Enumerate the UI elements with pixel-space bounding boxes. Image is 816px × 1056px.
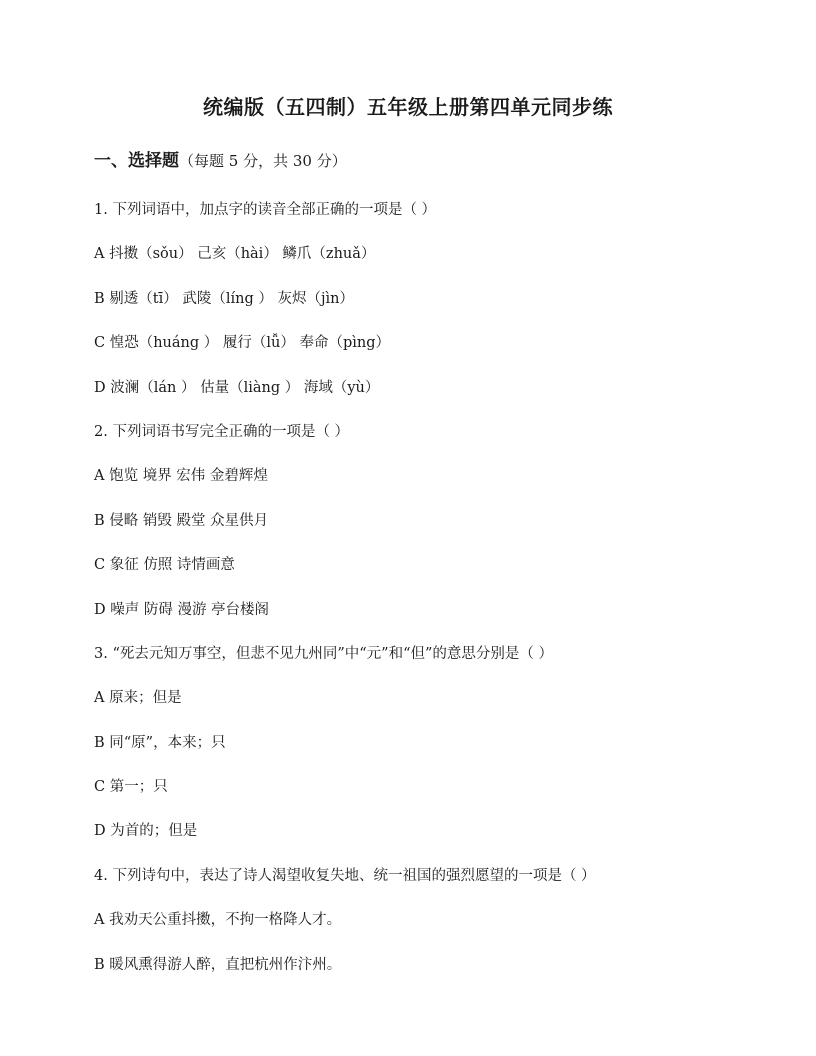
question-1-option-a: A 抖擞（sǒu） 己亥（hài） 鳞爪（zhuǎ） bbox=[94, 246, 376, 263]
question-2-option-c: C 象征 仿照 诗情画意 bbox=[94, 557, 235, 574]
question-1-stem: 1. 下列词语中，加点字的读音全部正确的一项是（ ） bbox=[94, 202, 437, 218]
question-1-option-c: C 惶恐（huáng ） 履行（lǚ） 奉命（pìng） bbox=[94, 335, 390, 352]
question-1-option-d: D 波澜（lán ） 估量（liàng ） 海域（yù） bbox=[94, 379, 380, 396]
section-heading-label: 一、选择题 bbox=[94, 151, 179, 171]
question-2-option-a: A 饱览 境界 宏伟 金碧辉煌 bbox=[94, 468, 268, 485]
question-2-option-d: D 噪声 防碍 漫游 亭台楼阁 bbox=[94, 601, 270, 618]
question-2-option-b: B 侵略 销毁 殿堂 众星供月 bbox=[94, 512, 269, 529]
section-heading bbox=[94, 146, 347, 176]
question-3-option-b: B 同“原”，本来；只 bbox=[94, 734, 226, 751]
question-list bbox=[94, 196, 774, 995]
question-4-stem: 4. 下列诗句中，表达了诗人渴望收复失地、统一祖国的强烈愿望的一项是（ ） bbox=[94, 867, 596, 884]
question-1-option-b: B 剔透（tī） 武陵（líng ） 灰烬（jìn） bbox=[94, 290, 354, 307]
page-title: 统编版（五四制）五年级上册第四单元同步练 bbox=[203, 95, 613, 119]
section-scoring-note: （每题 5 分，共 30 分） bbox=[179, 152, 347, 170]
question-3-option-a: A 原来；但是 bbox=[94, 690, 182, 707]
question-4-option-a: A 我劝天公重抖擞，不拘一格降人才。 bbox=[94, 912, 342, 929]
question-3-option-d: D 为首的；但是 bbox=[94, 823, 198, 840]
question-2-stem: 2. 下列词语书写完全正确的一项是（ ） bbox=[94, 423, 350, 440]
question-4-option-b: B 暖风熏得游人醉，直把杭州作汴州。 bbox=[94, 956, 342, 973]
question-3-stem: 3. “死去元知万事空，但悲不见九州同”中“元”和“但”的意思分别是（ ） bbox=[94, 645, 554, 662]
question-3-option-c: C 第一；只 bbox=[94, 779, 168, 796]
